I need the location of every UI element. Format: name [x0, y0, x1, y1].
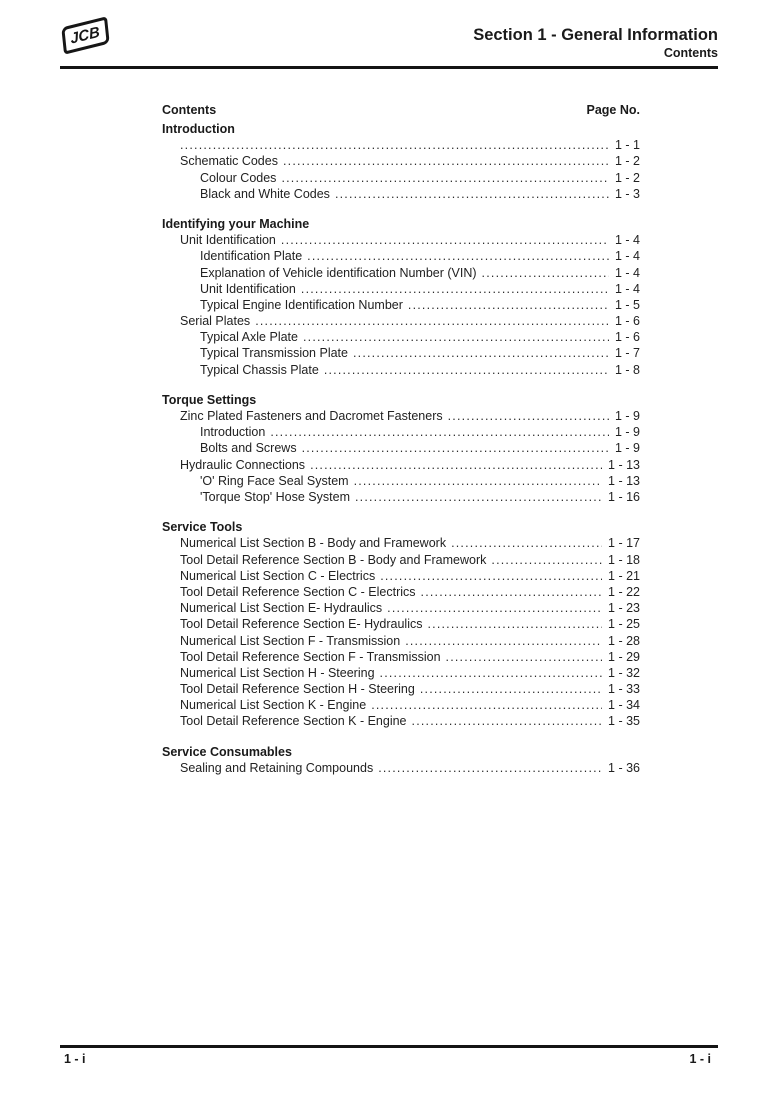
toc-entry — [162, 665, 640, 681]
toc-section-heading: Service Tools — [162, 520, 243, 535]
toc-entry-title: Numerical List Section F - Transmission — [180, 633, 401, 648]
toc-section-heading: Identifying your Machine — [162, 216, 310, 231]
toc-entry — [162, 424, 640, 440]
toc-entry-title: Numerical List Section H - Steering — [180, 665, 375, 680]
toc-entry — [162, 137, 640, 153]
toc-leader-dots — [387, 600, 602, 616]
jcb-logo — [62, 22, 116, 62]
toc-entry-title: Bolts and Screws — [200, 441, 297, 456]
toc-leader-dots — [482, 265, 609, 281]
toc-entry-title: Typical Chassis Plate — [200, 362, 319, 377]
jcb-logo-shape — [61, 16, 109, 54]
toc-leader-dots — [380, 665, 603, 681]
toc-entry-page: 1 - 16 — [608, 489, 640, 504]
toc-header-row — [162, 102, 640, 118]
toc-entry-page: 1 - 9 — [614, 441, 640, 456]
toc-entry-title: Tool Detail Reference Section B - Body and Framework — [180, 552, 487, 567]
toc-entry-page: 1 - 6 — [614, 314, 640, 329]
toc-leader-dots — [378, 760, 602, 776]
toc-leader-dots — [380, 568, 602, 584]
toc-entry-title: Sealing and Retaining Compounds — [180, 760, 374, 775]
toc-leader-dots — [353, 345, 609, 361]
toc-entry-page: 1 - 35 — [608, 714, 640, 729]
toc-entry-title: Serial Plates — [180, 314, 251, 329]
toc-section-heading: Torque Settings — [162, 392, 257, 407]
toc-entry-title: Introduction — [200, 425, 266, 440]
toc-body — [162, 121, 640, 776]
toc-entry — [162, 345, 640, 361]
toc-entry-page: 1 - 5 — [614, 297, 640, 312]
footer-page-number-left: 1 - i — [64, 1052, 86, 1066]
toc-entry-title: Typical Engine Identification Number — [200, 297, 403, 312]
toc-leader-dots — [408, 297, 609, 313]
toc-page-no-label: Page No. — [586, 103, 640, 117]
toc-leader-dots — [354, 473, 602, 489]
toc-entry — [162, 457, 640, 473]
toc-entry-page: 1 - 4 — [614, 265, 640, 280]
toc-leader-dots — [448, 408, 609, 424]
toc-leader-dots — [307, 248, 609, 264]
toc-leader-dots — [302, 440, 609, 456]
table-of-contents — [162, 102, 640, 776]
toc-contents-label: Contents — [162, 103, 217, 117]
toc-leader-dots — [281, 232, 609, 248]
toc-entry-page: 1 - 22 — [608, 584, 640, 599]
toc-entry-title: Tool Detail Reference Section E- Hydraulics — [180, 617, 423, 632]
toc-entry — [162, 329, 640, 345]
toc-entry — [162, 170, 640, 186]
toc-leader-dots — [371, 697, 602, 713]
toc-entry — [162, 153, 640, 169]
toc-entry-title: Identification Plate — [200, 249, 303, 264]
toc-entry-title: Zinc Plated Fasteners and Dacromet Fasteners — [180, 409, 443, 424]
toc-entry-page: 1 - 32 — [608, 665, 640, 680]
toc-entry-title: Typical Transmission Plate — [200, 346, 348, 361]
toc-entry — [162, 265, 640, 281]
toc-entry — [162, 681, 640, 697]
toc-entry-page: 1 - 29 — [608, 649, 640, 664]
toc-entry-title: Black and White Codes — [200, 186, 330, 201]
section-subtitle: Contents — [663, 46, 718, 60]
toc-entry-page: 1 - 13 — [608, 457, 640, 472]
toc-entry-page: 1 - 9 — [614, 409, 640, 424]
toc-leader-dots — [180, 137, 609, 153]
toc-leader-dots — [255, 313, 609, 329]
toc-entry-title: Tool Detail Reference Section H - Steering — [180, 682, 415, 697]
toc-leader-dots — [335, 186, 609, 202]
toc-entry-page: 1 - 4 — [614, 233, 640, 248]
section-title: Section 1 - General Information — [473, 26, 718, 44]
toc-entry-page: 1 - 2 — [614, 154, 640, 169]
toc-entry-title: Numerical List Section K - Engine — [180, 698, 367, 713]
toc-entry-page: 1 - 3 — [614, 186, 640, 201]
toc-entry — [162, 584, 640, 600]
toc-entry-page: 1 - 23 — [608, 601, 640, 616]
toc-entry-page: 1 - 36 — [608, 760, 640, 775]
toc-section-heading: Service Consumables — [162, 744, 292, 759]
toc-entry-page: 1 - 4 — [614, 281, 640, 296]
toc-leader-dots — [427, 616, 602, 632]
toc-entry-page: 1 - 8 — [614, 362, 640, 377]
toc-leader-dots — [355, 489, 602, 505]
toc-leader-dots — [303, 329, 609, 345]
toc-entry-page: 1 - 34 — [608, 698, 640, 713]
toc-entry-page: 1 - 9 — [614, 425, 640, 440]
toc-leader-dots — [405, 633, 602, 649]
toc-entry-title: 'Torque Stop' Hose System — [200, 489, 350, 504]
toc-entry-page: 1 - 28 — [608, 633, 640, 648]
header-rule — [60, 66, 718, 69]
toc-entry — [162, 297, 640, 313]
toc-entry-title: Colour Codes — [200, 170, 277, 185]
toc-entry — [162, 362, 640, 378]
toc-entry — [162, 633, 640, 649]
toc-entry-title: Hydraulic Connections — [180, 457, 306, 472]
toc-leader-dots — [421, 584, 603, 600]
toc-entry-page: 1 - 33 — [608, 682, 640, 697]
toc-entry-title: Typical Axle Plate — [200, 330, 298, 345]
toc-entry-page: 1 - 21 — [608, 568, 640, 583]
toc-leader-dots — [446, 649, 603, 665]
toc-entry — [162, 600, 640, 616]
toc-entry — [162, 713, 640, 729]
toc-leader-dots — [412, 713, 603, 729]
toc-entry-title: Tool Detail Reference Section C - Electrics — [180, 584, 416, 599]
toc-entry — [162, 568, 640, 584]
toc-entry-title: 'O' Ring Face Seal System — [200, 473, 349, 488]
toc-leader-dots — [310, 457, 602, 473]
toc-entry-title: Numerical List Section E- Hydraulics — [180, 601, 383, 616]
toc-entry-title: Unit Identification — [200, 281, 296, 296]
toc-entry-title: Unit Identification — [180, 233, 276, 248]
toc-entry-page: 1 - 4 — [614, 249, 640, 264]
toc-leader-dots — [281, 170, 609, 186]
toc-entry-title: Numerical List Section B - Body and Framework — [180, 536, 447, 551]
jcb-logo-text: JCB — [69, 23, 102, 48]
page-footer — [64, 1052, 711, 1066]
toc-entry — [162, 616, 640, 632]
toc-entry — [162, 248, 640, 264]
page-header — [473, 25, 718, 62]
toc-entry-title: Numerical List Section C - Electrics — [180, 568, 376, 583]
toc-entry — [162, 313, 640, 329]
toc-entry — [162, 473, 640, 489]
toc-entry-page: 1 - 7 — [614, 346, 640, 361]
toc-entry — [162, 440, 640, 456]
toc-leader-dots — [283, 153, 609, 169]
toc-entry — [162, 760, 640, 776]
toc-entry — [162, 281, 640, 297]
toc-entry-title: Tool Detail Reference Section F - Transmission — [180, 649, 441, 664]
toc-entry-page: 1 - 13 — [608, 473, 640, 488]
footer-page-number-right: 1 - i — [689, 1052, 711, 1066]
toc-entry — [162, 489, 640, 505]
toc-leader-dots — [491, 552, 602, 568]
toc-entry-page: 1 - 6 — [614, 330, 640, 345]
toc-leader-dots — [270, 424, 609, 440]
toc-entry-page: 1 - 18 — [608, 552, 640, 567]
toc-entry-page: 1 - 25 — [608, 617, 640, 632]
toc-entry — [162, 535, 640, 551]
toc-leader-dots — [451, 535, 602, 551]
toc-entry — [162, 649, 640, 665]
toc-entry — [162, 408, 640, 424]
toc-entry-page: 1 - 2 — [614, 170, 640, 185]
toc-entry — [162, 552, 640, 568]
toc-entry-page: 1 - 17 — [608, 536, 640, 551]
toc-leader-dots — [301, 281, 609, 297]
toc-entry — [162, 697, 640, 713]
toc-entry-title: Tool Detail Reference Section K - Engine — [180, 714, 407, 729]
toc-entry-title: Schematic Codes — [180, 154, 278, 169]
toc-entry — [162, 232, 640, 248]
toc-entry — [162, 186, 640, 202]
toc-entry-page: 1 - 1 — [614, 138, 640, 153]
toc-section-heading: Introduction — [162, 122, 235, 136]
toc-entry-title: Explanation of Vehicle identification Number (VIN) — [200, 265, 477, 280]
toc-leader-dots — [324, 362, 609, 378]
footer-rule — [60, 1045, 718, 1048]
toc-leader-dots — [420, 681, 602, 697]
